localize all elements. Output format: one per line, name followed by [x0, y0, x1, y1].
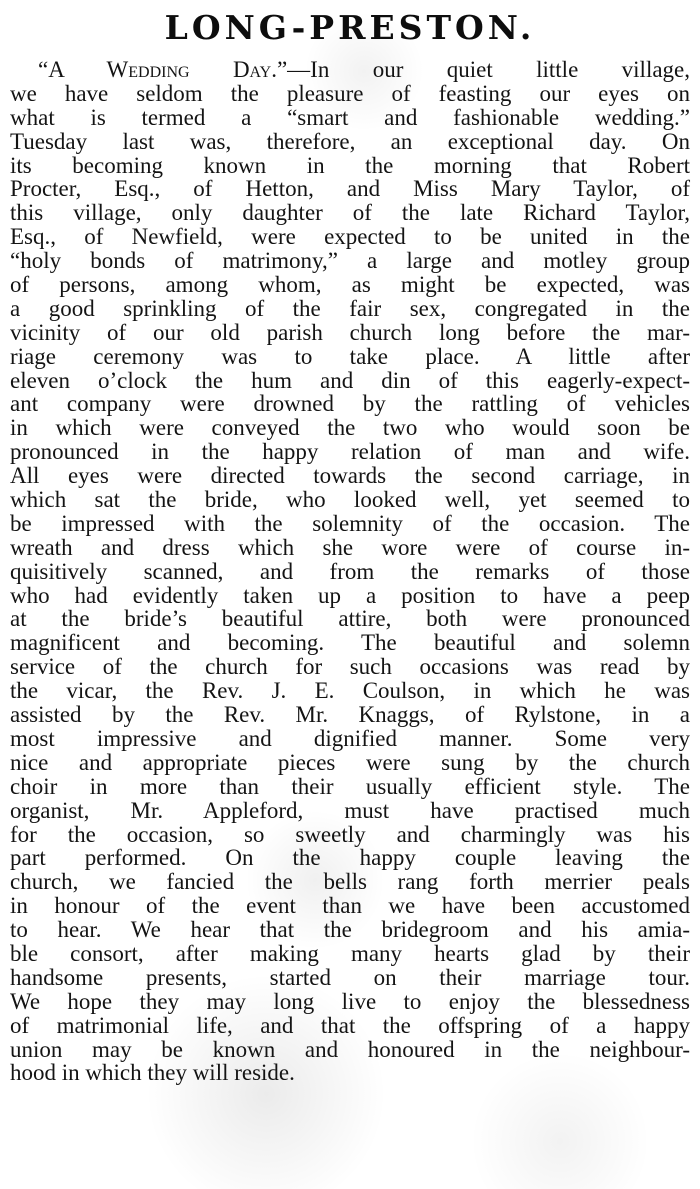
article-line: riage ceremony was to take place. A little after: [10, 343, 690, 369]
article-line: we have seldom the pleasure of feasting our eyes on: [10, 80, 690, 106]
article-line: this village, only daughter of the late Richard Taylor,: [10, 200, 690, 226]
article-line: magnificent and becoming. The beautiful and solemn: [10, 630, 690, 656]
article-line: organist, Mr. Appleford, must have practised much: [10, 797, 690, 823]
article-line: church, we fancied the bells rang forth merrier peals: [10, 869, 690, 895]
article-line: which sat the bride, who looked well, yet seemed to: [10, 487, 690, 513]
lead-quote-open: “: [38, 57, 49, 82]
article-line: part performed. On the happy couple leaving the: [10, 845, 690, 871]
article-line-lead: [10, 58, 690, 82]
article-line: “holy bonds of matrimony,” a large and motley group: [10, 248, 690, 274]
article-line: ant company were drowned by the rattling of vehicles: [10, 391, 690, 417]
article-line: choir in more than their usually efficient style. The: [10, 773, 690, 799]
article-line: service of the church for such occasions was read by: [10, 654, 690, 680]
article-line: for the occasion, so sweetly and charmingly was his: [10, 821, 690, 847]
article-line: quisitively scanned, and from the remarks of those: [10, 558, 690, 584]
article-line: union may be known and honoured in the neighbour-: [10, 1036, 690, 1062]
article-line-final: hood in which they will reside.: [10, 1060, 295, 1086]
article-line: Esq., of Newfield, were expected to be united in the: [10, 224, 690, 250]
article-lead-title: A Wedding Day.: [48, 57, 277, 82]
article-line: ble consort, after making many hearts glad by their: [10, 940, 690, 966]
article-line: at the bride’s beautiful attire, both were pronounced: [10, 606, 690, 632]
article-line: pronounced in the happy relation of man and wife.: [10, 439, 690, 465]
article-line: what is termed a “smart and fashionable wedding.”: [10, 104, 690, 130]
article-line: of persons, among whom, as might be expected, was: [10, 272, 690, 298]
article-line: in honour of the event than we have been accustomed: [10, 893, 690, 919]
article-line: We hope they may long live to enjoy the blessedness: [10, 988, 690, 1014]
article-line: Tuesday last was, therefore, an exceptional day. On: [10, 128, 690, 154]
article-line: to hear. We hear that the bridegroom and his amia-: [10, 917, 690, 943]
lead-text: ”—In our quiet little village,: [276, 57, 690, 82]
article-line: who had evidently taken up a position to have a peep: [10, 582, 690, 608]
article-body: [10, 58, 690, 1085]
article-line: assisted by the Rev. Mr. Knaggs, of Rylstone, in a: [10, 702, 690, 728]
article-line: a good sprinkling of the fair sex, congregated in the: [10, 295, 690, 321]
article-line: All eyes were directed towards the second carriage, in: [10, 463, 690, 489]
article-line: be impressed with the solemnity of the occasion. The: [10, 510, 690, 536]
article-line: nice and appropriate pieces were sung by the church: [10, 749, 690, 775]
article-line: vicinity of our old parish church long before the mar-: [10, 319, 690, 345]
article-line: Procter, Esq., of Hetton, and Miss Mary Taylor, of: [10, 176, 690, 202]
article-line: its becoming known in the morning that Robert: [10, 152, 690, 178]
article-line: in which were conveyed the two who would soon be: [10, 415, 690, 441]
article-line: wreath and dress which she wore were of course in-: [10, 534, 690, 560]
article-line: eleven o’clock the hum and din of this eagerly-expect-: [10, 367, 690, 393]
article-line: handsome presents, started on their marriage tour.: [10, 964, 690, 990]
article-line: the vicar, the Rev. J. E. Coulson, in which he was: [10, 678, 690, 704]
headline: LONG-PRESTON.: [164, 8, 536, 47]
article-line: of matrimonial life, and that the offspring of a happy: [10, 1012, 690, 1038]
article-line: most impressive and dignified manner. Some very: [10, 725, 690, 751]
